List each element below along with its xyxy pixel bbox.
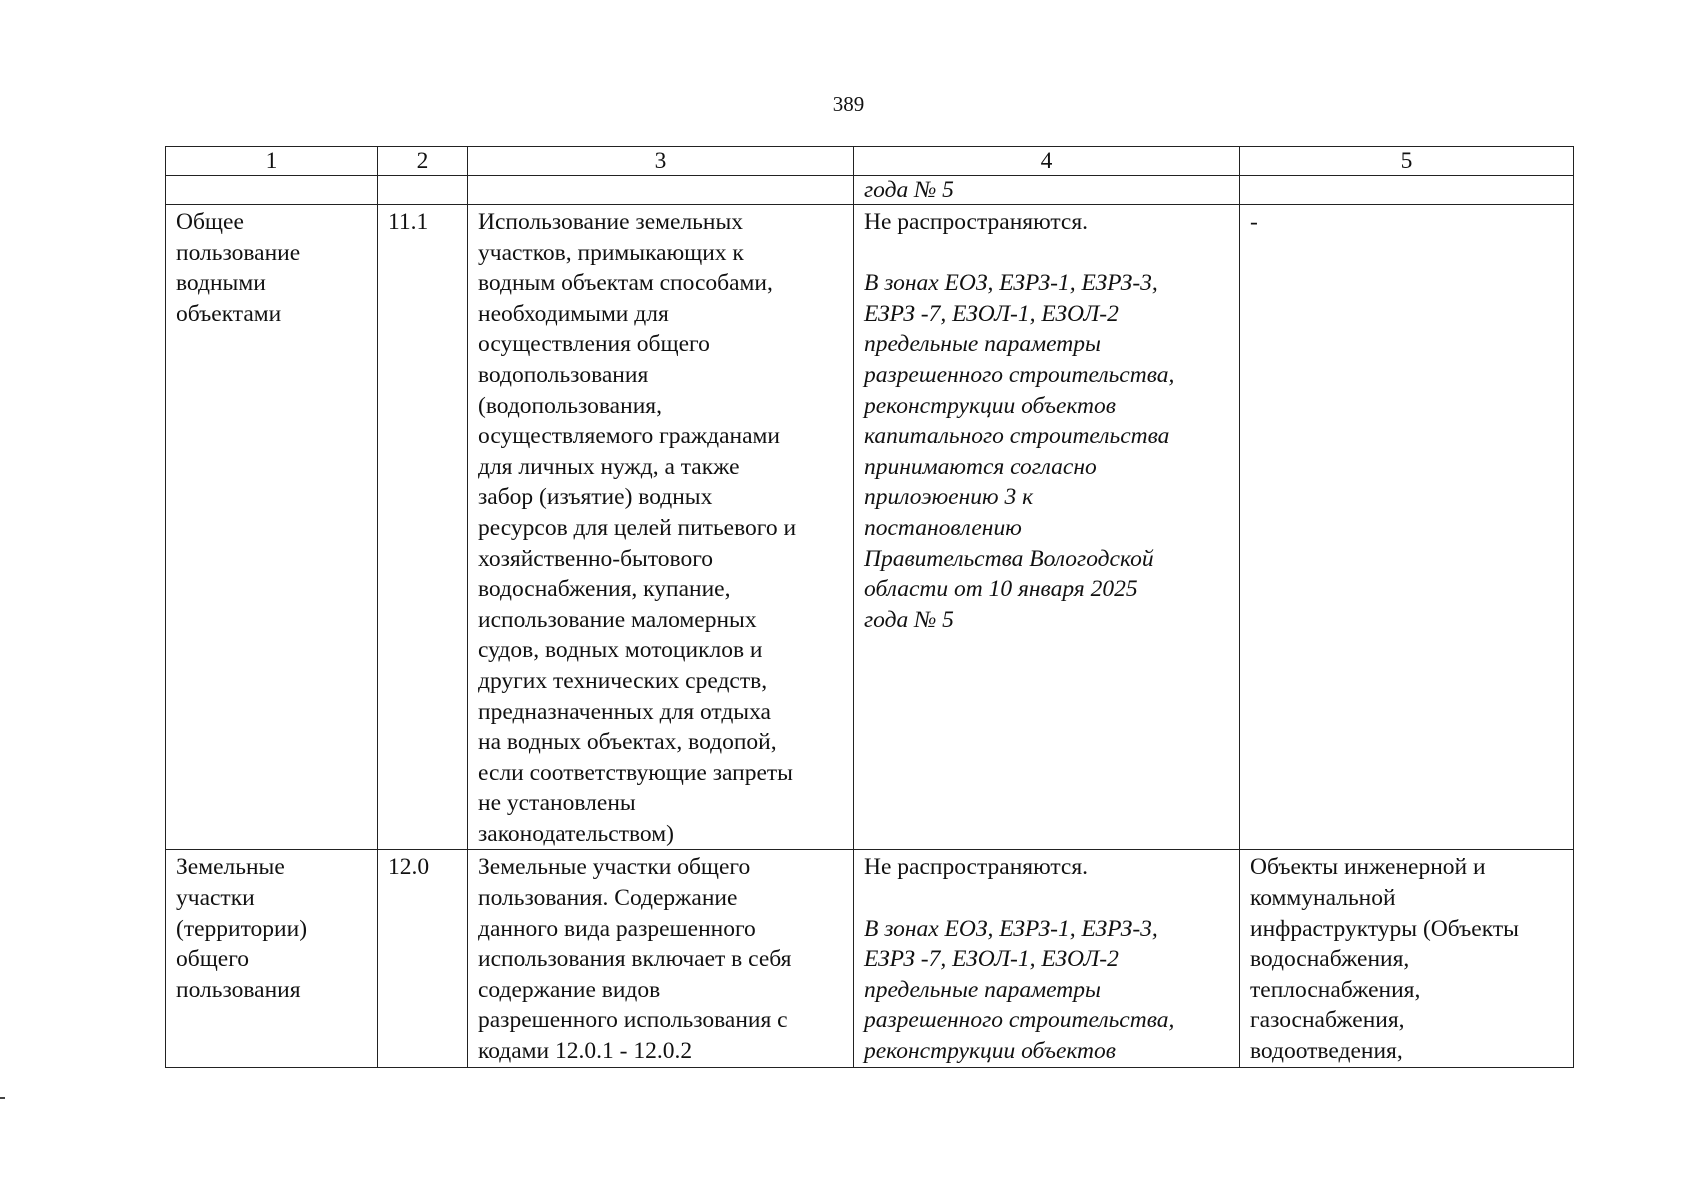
page-number: 389 <box>832 92 865 116</box>
continuation-cell-5 <box>1240 176 1574 205</box>
header-cell-3: 3 <box>468 147 854 176</box>
continuation-cell-2 <box>378 176 468 205</box>
table-header-row <box>166 147 1574 176</box>
construction-parameters <box>854 205 1240 850</box>
use-type-name: Земельные участки (территории) общего пользования <box>166 850 378 1067</box>
table-row <box>166 850 1574 1067</box>
header-cell-4: 4 <box>854 147 1240 176</box>
parameters-note: Не распространяются. <box>864 209 1089 235</box>
scan-artifact-mark <box>0 1097 5 1099</box>
use-type-description: Использование земельных участков, примыкающих к водным объектам способами, необходимыми для осуществления общего водопользования (водопользования, осуществляемого гражданами для личных нужд, а также забор (изъятие) водных ресурсов для целей питьевого и хозяйственно-бытового водоснабжения, купание, использование маломерных судов, водных мотоциклов и других технических средств, предназначенных для отдыха на водных объектах, водопой, если соответствующие запреты не установлены законодательством) <box>468 205 854 850</box>
continuation-cell-3 <box>468 176 854 205</box>
parameters-zones: В зонах ЕОЗ, ЕЗРЗ-1, ЕЗРЗ-3, ЕЗРЗ -7, ЕЗОЛ-1, ЕЗОЛ-2 предельные параметры разрешенного строительства, реконструкции объектов <box>864 915 1175 1065</box>
related-objects: - <box>1240 205 1574 850</box>
use-type-description: Земельные участки общего пользования. Содержание данного вида разрешенного использования включает в себя содержание видов разрешенного использования с кодами 12.0.1 - 12.0.2 <box>468 850 854 1067</box>
use-type-code: 12.0 <box>378 850 468 1067</box>
header-cell-2: 2 <box>378 147 468 176</box>
use-type-name: Общее пользование водными объектами <box>166 205 378 850</box>
continuation-cell-4: года № 5 <box>854 176 1240 205</box>
parameters-zones: В зонах ЕОЗ, ЕЗРЗ-1, ЕЗРЗ-3, ЕЗРЗ -7, ЕЗОЛ-1, ЕЗОЛ-2 предельные параметры разрешенного строительства, реконструкции объектов капитального строительства принимаются согласно прилоэюению 3 к постановлению Правительства Вологодской области от 10 января 2025 года № 5 <box>864 270 1175 633</box>
header-cell-1: 1 <box>166 147 378 176</box>
continuation-cell-1 <box>166 176 378 205</box>
parameters-note: Не распространяются. <box>864 854 1089 881</box>
regulations-table <box>165 146 1574 1068</box>
construction-parameters <box>854 850 1240 1067</box>
use-type-code: 11.1 <box>378 205 468 850</box>
related-objects: Объекты инженерной и коммунальной инфраструктуры (Объекты водоснабжения, теплоснабжения, газоснабжения, водоотведения, <box>1240 850 1574 1067</box>
header-cell-5: 5 <box>1240 147 1574 176</box>
table-row <box>166 205 1574 850</box>
continuation-row <box>166 176 1574 205</box>
